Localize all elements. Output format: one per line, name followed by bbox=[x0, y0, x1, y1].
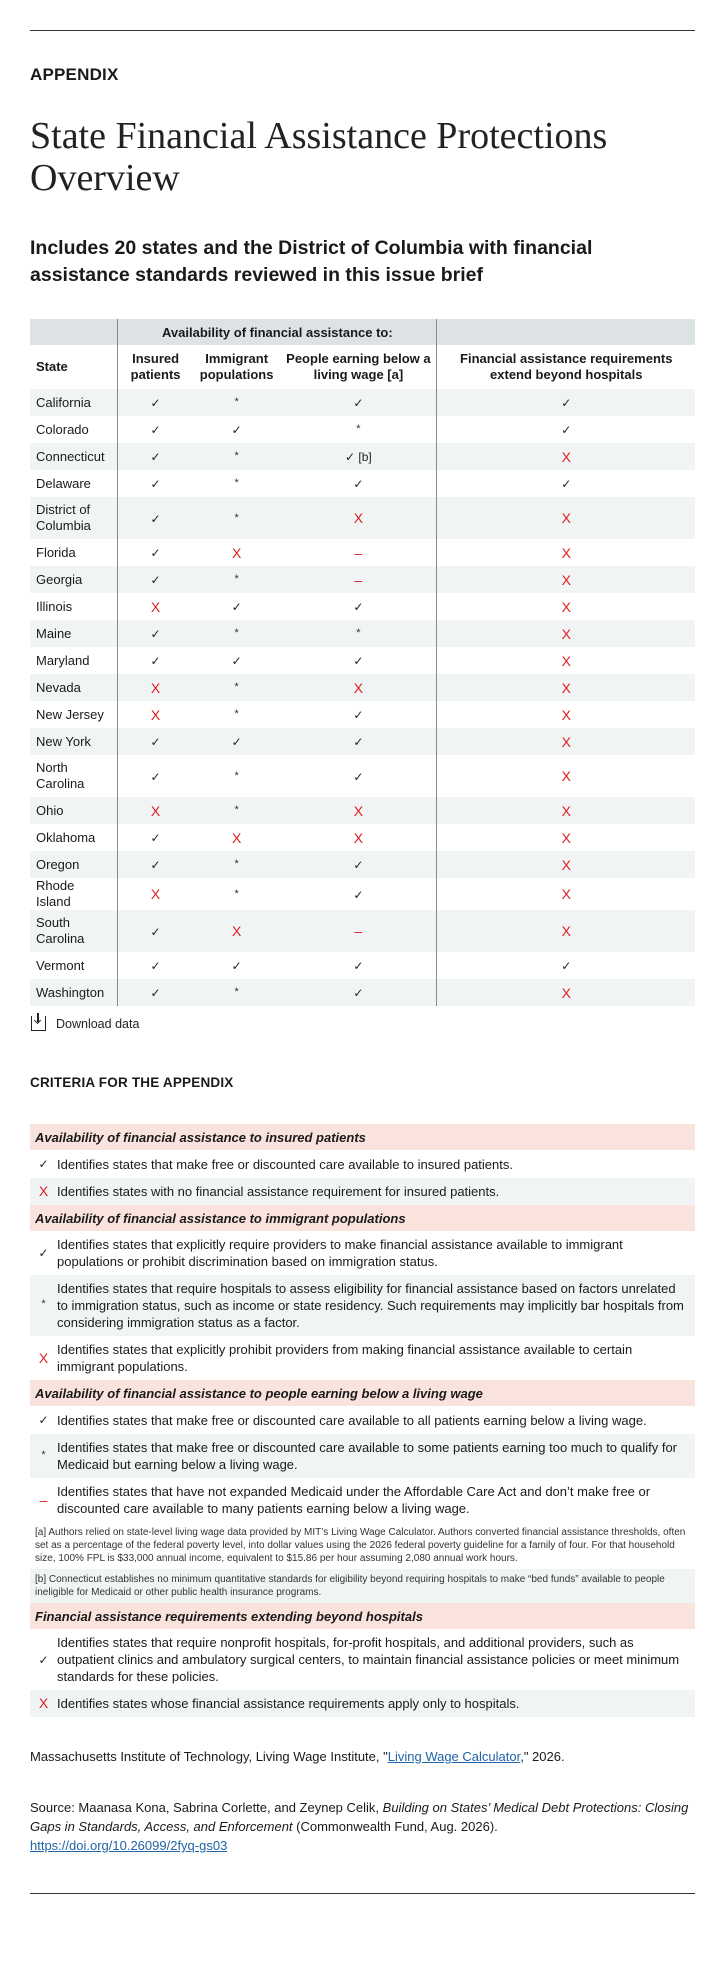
cell-beyond-symbol: ✓ bbox=[561, 423, 572, 437]
cell-insured-symbol: ✓ bbox=[150, 654, 161, 668]
table-row bbox=[30, 593, 695, 620]
cell-immigrant bbox=[193, 728, 280, 755]
cell-beyond bbox=[437, 389, 695, 416]
cell-insured bbox=[118, 443, 193, 470]
criteria-item bbox=[30, 1629, 695, 1690]
cell-insured-symbol: ✓ bbox=[150, 573, 161, 587]
table-row bbox=[30, 620, 695, 647]
cell-insured bbox=[118, 851, 193, 878]
cell-state: New Jersey bbox=[36, 706, 104, 722]
criteria-symbol: – bbox=[39, 1491, 48, 1508]
cell-wage bbox=[280, 539, 437, 566]
cell-insured bbox=[118, 797, 193, 824]
criteria-description: Identifies states with no financial assistance requirement for insured patients. bbox=[57, 1178, 695, 1205]
cell-state: South Carolina bbox=[30, 910, 118, 952]
criteria-symbol-cell bbox=[30, 1434, 57, 1478]
cell-state: District of Columbia bbox=[30, 497, 118, 539]
cell-wage-symbol: X bbox=[353, 802, 364, 819]
cell-insured bbox=[118, 620, 193, 647]
criteria-description: Identifies states that make free or discounted care available to all patients earning below a living wage. bbox=[57, 1412, 647, 1428]
cell-wage bbox=[280, 593, 437, 620]
cell-wage-symbol: ✓ bbox=[353, 858, 364, 872]
download-label: Download data bbox=[56, 1016, 140, 1031]
criteria-description: Identifies states that explicitly require providers to make financial assistance available to immigrant populations or prohibit discrimination based on immigration status. bbox=[57, 1237, 623, 1269]
table-row bbox=[30, 389, 695, 416]
cell-immigrant bbox=[193, 416, 280, 443]
page-subtitle: Includes 20 states and the District of Columbia with financial assistance standards reviewed in this issue brief bbox=[30, 237, 593, 286]
cell-immigrant-symbol: * bbox=[234, 986, 239, 998]
cell-immigrant-symbol: * bbox=[234, 573, 239, 585]
cell-beyond-symbol: X bbox=[561, 886, 571, 902]
criteria-heading-text: Availability of financial assistance to people earning below a living wage bbox=[30, 1380, 695, 1406]
beyond-group-blank bbox=[437, 319, 695, 345]
source-title: Building on States’ Medical Debt Protections: Closing Gaps in Standards, Access, and Enforcement bbox=[30, 1800, 689, 1834]
cell-wage bbox=[280, 851, 437, 878]
criteria-heading-text: Availability of financial assistance to immigrant populations bbox=[30, 1205, 695, 1231]
cell-wage bbox=[280, 674, 437, 701]
cell-immigrant-symbol: * bbox=[234, 769, 239, 782]
cell-immigrant-symbol: X bbox=[231, 829, 242, 846]
cell-immigrant-symbol: X bbox=[231, 923, 242, 939]
table-row bbox=[30, 539, 695, 566]
table-row bbox=[30, 701, 695, 728]
cell-wage-symbol: X bbox=[353, 679, 364, 696]
cell-wage bbox=[280, 952, 437, 979]
cell-insured-symbol: X bbox=[150, 886, 161, 902]
living-wage-calculator-link[interactable]: Living Wage Calculator bbox=[387, 1749, 521, 1764]
cell-wage bbox=[280, 797, 437, 824]
cell-immigrant bbox=[193, 647, 280, 674]
cell-beyond bbox=[437, 416, 695, 443]
cell-state: Rhode Island bbox=[36, 878, 75, 909]
table-row bbox=[30, 674, 695, 701]
cell-insured-symbol: X bbox=[150, 706, 161, 723]
criteria-description: Identifies states that make free or discounted care available to some patients earning too much to qualify for Medicaid but earning below a living wage. bbox=[57, 1434, 695, 1478]
cell-immigrant bbox=[193, 566, 280, 593]
cell-insured bbox=[118, 416, 193, 443]
assistance-table bbox=[30, 319, 695, 1006]
cell-insured-symbol: ✓ bbox=[150, 858, 161, 872]
cell-wage-symbol: ✓ bbox=[353, 654, 364, 668]
table-body bbox=[30, 389, 695, 1006]
criteria-table bbox=[30, 1124, 695, 1717]
cell-beyond bbox=[437, 701, 695, 728]
col-header-wage: People earning below a living wage [a] bbox=[286, 351, 431, 382]
cell-insured-symbol: ✓ bbox=[150, 959, 161, 973]
cell-immigrant bbox=[193, 910, 280, 952]
cell-wage-symbol: ✓ bbox=[353, 887, 364, 902]
cell-wage bbox=[280, 497, 437, 539]
cell-wage-symbol: ✓ bbox=[353, 769, 364, 784]
criteria-symbol: * bbox=[41, 1448, 46, 1461]
col-header-beyond: Financial assistance requirements extend beyond hospitals bbox=[437, 345, 695, 389]
criteria-section-heading bbox=[30, 1124, 695, 1150]
cell-beyond bbox=[437, 620, 695, 647]
cell-immigrant bbox=[193, 851, 280, 878]
cell-insured bbox=[118, 952, 193, 979]
cell-wage-symbol: ✓ bbox=[353, 600, 364, 614]
criteria-description: Identifies states that explicitly prohibit providers from making financial assistance available to certain immigrant populations. bbox=[57, 1342, 633, 1374]
cell-wage-symbol: ✓ bbox=[353, 477, 364, 491]
cell-wage bbox=[280, 701, 437, 728]
top-rule bbox=[30, 30, 695, 31]
criteria-description: Identifies states that require nonprofit hospitals, for-profit hospitals, and additional providers, such as outpatient clinics and ambulatory surgical centers, to maintain financial assistance policies or meet minimum standards for these policies. bbox=[57, 1635, 680, 1684]
criteria-item bbox=[30, 1690, 695, 1717]
cell-wage-symbol: ✓ [b] bbox=[345, 450, 372, 464]
cell-immigrant-symbol: * bbox=[234, 511, 239, 524]
cell-immigrant bbox=[193, 593, 280, 620]
table-row bbox=[30, 470, 695, 497]
cell-insured-symbol: ✓ bbox=[150, 924, 161, 939]
cell-insured bbox=[118, 728, 193, 755]
cell-wage-symbol: ✓ bbox=[353, 959, 364, 973]
cell-beyond bbox=[437, 539, 695, 566]
cell-insured-symbol: ✓ bbox=[150, 511, 161, 526]
cell-immigrant-symbol: * bbox=[234, 477, 239, 489]
cell-insured-symbol: ✓ bbox=[150, 831, 161, 845]
table-row bbox=[30, 878, 695, 910]
criteria-symbol-cell bbox=[30, 1231, 57, 1275]
cell-insured bbox=[118, 878, 193, 910]
cell-wage-symbol: ✓ bbox=[353, 396, 364, 410]
table-row bbox=[30, 979, 695, 1006]
cell-beyond bbox=[437, 593, 695, 620]
cell-state: Maine bbox=[30, 620, 118, 647]
cell-insured bbox=[118, 910, 193, 952]
cell-beyond-symbol: X bbox=[561, 652, 571, 669]
criteria-symbol: ✓ bbox=[38, 1652, 49, 1667]
cell-state: Delaware bbox=[36, 475, 91, 491]
cell-insured bbox=[118, 674, 193, 701]
cell-insured bbox=[118, 539, 193, 566]
criteria-symbol-cell bbox=[30, 1629, 57, 1690]
cell-wage bbox=[280, 979, 437, 1006]
cell-insured-symbol: ✓ bbox=[150, 769, 161, 784]
cell-beyond-symbol: X bbox=[561, 802, 571, 819]
cell-immigrant bbox=[193, 443, 280, 470]
cell-beyond bbox=[437, 878, 695, 910]
table-row bbox=[30, 824, 695, 851]
table-row bbox=[30, 952, 695, 979]
cell-beyond bbox=[437, 797, 695, 824]
criteria-section-heading bbox=[30, 1603, 695, 1629]
cell-immigrant-symbol: * bbox=[234, 627, 239, 639]
cell-wage-symbol: * bbox=[356, 627, 361, 639]
cell-insured-symbol: ✓ bbox=[150, 423, 161, 437]
cell-beyond bbox=[437, 728, 695, 755]
cell-beyond-symbol: X bbox=[561, 829, 571, 846]
cell-wage bbox=[280, 620, 437, 647]
table-row bbox=[30, 728, 695, 755]
page-title: State Financial Assistance Protections Overview bbox=[30, 115, 608, 199]
cell-immigrant-symbol: ✓ bbox=[231, 735, 242, 749]
bottom-rule bbox=[30, 1893, 695, 1894]
cell-wage-symbol: X bbox=[353, 510, 364, 526]
cell-insured-symbol: ✓ bbox=[150, 627, 161, 641]
criteria-section-heading bbox=[30, 1205, 695, 1231]
criteria-description: Identifies states that make free or discounted care available to insured patients. bbox=[57, 1156, 513, 1172]
cell-immigrant-symbol: * bbox=[234, 858, 239, 870]
cell-beyond bbox=[437, 497, 695, 539]
cell-beyond-symbol: ✓ bbox=[561, 477, 572, 491]
criteria-item bbox=[30, 1178, 695, 1205]
cell-state: Maryland bbox=[36, 652, 90, 668]
cell-wage bbox=[280, 647, 437, 674]
cell-insured bbox=[118, 647, 193, 674]
criteria-item bbox=[30, 1478, 695, 1522]
cell-insured bbox=[118, 979, 193, 1006]
cell-insured-symbol: X bbox=[150, 598, 161, 615]
cell-state: Illinois bbox=[36, 598, 73, 614]
cell-wage bbox=[280, 566, 437, 593]
criteria-body bbox=[30, 1124, 695, 1717]
cell-immigrant bbox=[193, 952, 280, 979]
criteria-symbol-cell bbox=[30, 1478, 57, 1522]
cell-beyond-symbol: X bbox=[561, 856, 571, 873]
cell-state: Vermont bbox=[36, 957, 85, 973]
cell-beyond bbox=[437, 952, 695, 979]
cell-wage bbox=[280, 878, 437, 910]
cell-state: Oklahoma bbox=[36, 829, 96, 845]
source-prefix: Source: Maanasa Kona, Sabrina Corlette, and Zeynep Celik, bbox=[30, 1800, 383, 1815]
cell-beyond bbox=[437, 824, 695, 851]
cell-immigrant bbox=[193, 755, 280, 797]
cell-beyond bbox=[437, 755, 695, 797]
cell-wage-symbol: – bbox=[354, 571, 363, 588]
cell-beyond bbox=[437, 470, 695, 497]
criteria-symbol: ✓ bbox=[38, 1246, 49, 1260]
cell-immigrant-symbol: ✓ bbox=[231, 423, 242, 437]
cell-wage bbox=[280, 824, 437, 851]
cell-wage-symbol: ✓ bbox=[353, 986, 364, 1000]
cell-immigrant-symbol: * bbox=[234, 804, 239, 816]
cell-beyond bbox=[437, 851, 695, 878]
criteria-symbol-cell bbox=[30, 1275, 57, 1336]
cell-immigrant-symbol: * bbox=[234, 681, 239, 693]
cell-beyond-symbol: ✓ bbox=[561, 396, 572, 410]
criteria-symbol-cell bbox=[30, 1336, 57, 1380]
table-row bbox=[30, 497, 695, 539]
cell-beyond bbox=[437, 566, 695, 593]
cell-state: Nevada bbox=[30, 674, 118, 701]
cell-insured-symbol: ✓ bbox=[150, 450, 161, 464]
table-row bbox=[30, 443, 695, 470]
footnote-text: [a] Authors relied on state-level living wage data provided by MIT’s Living Wage Calculator. Authors converted financial assistance thresholds, often set as a percentage of the federal poverty level, into dollar values using the 2026 federal poverty guideline for a family of four. For that household size, 100% FPL is $33,000 annual income, equivalent to $15.86 per hour assuming 2,080 annual work hours. bbox=[35, 1527, 686, 1564]
cell-immigrant-symbol: * bbox=[234, 887, 239, 900]
download-icon bbox=[31, 1016, 46, 1031]
col-header-state: State bbox=[36, 359, 68, 374]
criteria-symbol: ✓ bbox=[38, 1413, 49, 1427]
source-suffix: (Commonwealth Fund, Aug. 2026). bbox=[292, 1819, 498, 1834]
cell-beyond bbox=[437, 979, 695, 1006]
cell-beyond bbox=[437, 910, 695, 952]
criteria-heading-text: Financial assistance requirements extending beyond hospitals bbox=[30, 1603, 695, 1629]
criteria-item bbox=[30, 1434, 695, 1478]
cell-immigrant bbox=[193, 701, 280, 728]
doi-link[interactable]: https://doi.org/10.26099/2fyq-gs03 bbox=[30, 1838, 228, 1853]
cell-insured bbox=[118, 389, 193, 416]
cell-immigrant-symbol: ✓ bbox=[231, 959, 242, 973]
criteria-symbol-cell bbox=[30, 1690, 57, 1717]
cell-immigrant-symbol: * bbox=[234, 450, 239, 462]
cell-wage-symbol: X bbox=[353, 829, 364, 846]
cell-insured bbox=[118, 566, 193, 593]
cell-wage bbox=[280, 443, 437, 470]
criteria-symbol: X bbox=[38, 1349, 49, 1366]
table-row bbox=[30, 797, 695, 824]
cell-wage-symbol: ✓ bbox=[353, 708, 364, 722]
cell-state: California bbox=[30, 389, 118, 416]
cell-immigrant bbox=[193, 539, 280, 566]
cell-state: Florida bbox=[36, 544, 76, 560]
citation bbox=[30, 1747, 695, 1766]
cell-immigrant-symbol: ✓ bbox=[231, 654, 242, 668]
cell-beyond bbox=[437, 443, 695, 470]
cell-immigrant bbox=[193, 674, 280, 701]
cell-immigrant bbox=[193, 389, 280, 416]
citation-suffix: ," 2026. bbox=[520, 1749, 565, 1764]
criteria-description: Identifies states that require hospitals to assess eligibility for financial assistance based on factors unrelated to immigration status, such as income or state residency. Such requirements may implicitly bar hospitals from considering immigration status as a factor. bbox=[57, 1275, 695, 1336]
cell-immigrant bbox=[193, 497, 280, 539]
cell-insured bbox=[118, 755, 193, 797]
criteria-title: CRITERIA FOR THE APPENDIX bbox=[30, 1075, 234, 1090]
cell-insured-symbol: X bbox=[150, 679, 161, 696]
criteria-symbol: X bbox=[38, 1695, 49, 1711]
cell-wage bbox=[280, 389, 437, 416]
cell-insured-symbol: ✓ bbox=[150, 477, 161, 491]
criteria-footnote bbox=[30, 1569, 695, 1603]
cell-beyond-symbol: ✓ bbox=[561, 959, 572, 973]
cell-immigrant-symbol: X bbox=[231, 544, 242, 561]
cell-wage bbox=[280, 755, 437, 797]
cell-insured-symbol: ✓ bbox=[150, 396, 161, 410]
cell-state: Washington bbox=[30, 979, 118, 1006]
cell-immigrant-symbol: * bbox=[234, 396, 239, 408]
cell-immigrant-symbol: * bbox=[234, 708, 239, 720]
cell-insured bbox=[118, 824, 193, 851]
col-header-insured: Insured patients bbox=[118, 345, 193, 389]
cell-beyond-symbol: X bbox=[561, 706, 571, 723]
footnote-text: [b] Connecticut establishes no minimum quantitative standards for eligibility beyond requiring hospitals to make “bed funds” available to people ineligible for Medicaid or other public health insurance programs. bbox=[30, 1569, 695, 1603]
cell-immigrant bbox=[193, 979, 280, 1006]
cell-beyond-symbol: X bbox=[561, 598, 571, 615]
criteria-item bbox=[30, 1150, 695, 1178]
criteria-symbol: * bbox=[41, 1298, 46, 1310]
cell-beyond-symbol: X bbox=[561, 448, 571, 465]
cell-wage bbox=[280, 416, 437, 443]
group-header: Availability of financial assistance to: bbox=[118, 319, 437, 345]
cell-insured-symbol: X bbox=[150, 802, 161, 819]
cell-beyond-symbol: X bbox=[561, 923, 571, 939]
table-row bbox=[30, 566, 695, 593]
cell-beyond-symbol: X bbox=[561, 510, 571, 526]
cell-state: Colorado bbox=[36, 421, 89, 437]
cell-beyond-symbol: X bbox=[561, 733, 571, 750]
criteria-section-heading bbox=[30, 1380, 695, 1406]
cell-wage-symbol: – bbox=[354, 923, 363, 939]
criteria-symbol-cell bbox=[30, 1406, 57, 1434]
cell-beyond-symbol: X bbox=[561, 625, 571, 642]
cell-immigrant bbox=[193, 878, 280, 910]
criteria-item bbox=[30, 1406, 695, 1434]
cell-state: Georgia bbox=[30, 566, 118, 593]
cell-insured bbox=[118, 593, 193, 620]
cell-state: Oregon bbox=[30, 851, 118, 878]
cell-beyond-symbol: X bbox=[561, 544, 571, 561]
table-row bbox=[30, 647, 695, 674]
criteria-symbol: ✓ bbox=[38, 1157, 49, 1171]
criteria-symbol: X bbox=[38, 1183, 49, 1199]
cell-state: Connecticut bbox=[30, 443, 118, 470]
cell-beyond-symbol: X bbox=[561, 768, 571, 784]
cell-state: New York bbox=[30, 728, 118, 755]
cell-wage-symbol: – bbox=[354, 544, 363, 561]
cell-immigrant bbox=[193, 797, 280, 824]
table-row bbox=[30, 910, 695, 952]
cell-beyond-symbol: X bbox=[561, 679, 571, 696]
cell-insured bbox=[118, 701, 193, 728]
citation-prefix: Massachusetts Institute of Technology, Living Wage Institute, " bbox=[30, 1749, 388, 1764]
cell-immigrant bbox=[193, 470, 280, 497]
source bbox=[30, 1798, 695, 1855]
criteria-item bbox=[30, 1231, 695, 1275]
cell-wage-symbol: ✓ bbox=[353, 735, 364, 749]
cell-beyond bbox=[437, 674, 695, 701]
criteria-footnote bbox=[30, 1522, 695, 1569]
cell-immigrant bbox=[193, 824, 280, 851]
cell-beyond bbox=[437, 647, 695, 674]
table-row bbox=[30, 416, 695, 443]
criteria-heading-text: Availability of financial assistance to insured patients bbox=[30, 1124, 695, 1150]
cell-wage bbox=[280, 728, 437, 755]
criteria-item bbox=[30, 1336, 695, 1380]
col-header-immigrant: Immigrant populations bbox=[199, 351, 274, 382]
cell-state: Ohio bbox=[30, 797, 118, 824]
cell-insured-symbol: ✓ bbox=[150, 735, 161, 749]
cell-immigrant-symbol: ✓ bbox=[231, 600, 242, 614]
cell-beyond-symbol: X bbox=[561, 571, 571, 588]
eyebrow: APPENDIX bbox=[30, 65, 119, 84]
criteria-description: Identifies states that have not expanded Medicaid under the Affordable Care Act and don’t make free or discounted care available to many patients earning below a living wage. bbox=[57, 1484, 651, 1516]
table-row bbox=[30, 755, 695, 797]
criteria-symbol-cell bbox=[30, 1178, 57, 1205]
state-group-blank bbox=[30, 319, 118, 345]
table-row bbox=[30, 851, 695, 878]
cell-insured-symbol: ✓ bbox=[150, 986, 161, 1000]
cell-insured bbox=[118, 470, 193, 497]
cell-immigrant bbox=[193, 620, 280, 647]
criteria-symbol-cell bbox=[30, 1150, 57, 1178]
download-data-link[interactable] bbox=[30, 1016, 695, 1031]
cell-wage-symbol: * bbox=[356, 423, 361, 435]
cell-state: North Carolina bbox=[36, 760, 85, 791]
cell-insured bbox=[118, 497, 193, 539]
criteria-item bbox=[30, 1275, 695, 1336]
cell-wage bbox=[280, 470, 437, 497]
cell-wage bbox=[280, 910, 437, 952]
cell-insured-symbol: ✓ bbox=[150, 546, 161, 560]
criteria-description: Identifies states whose financial assistance requirements apply only to hospitals. bbox=[57, 1690, 695, 1717]
cell-beyond-symbol: X bbox=[561, 984, 571, 1001]
